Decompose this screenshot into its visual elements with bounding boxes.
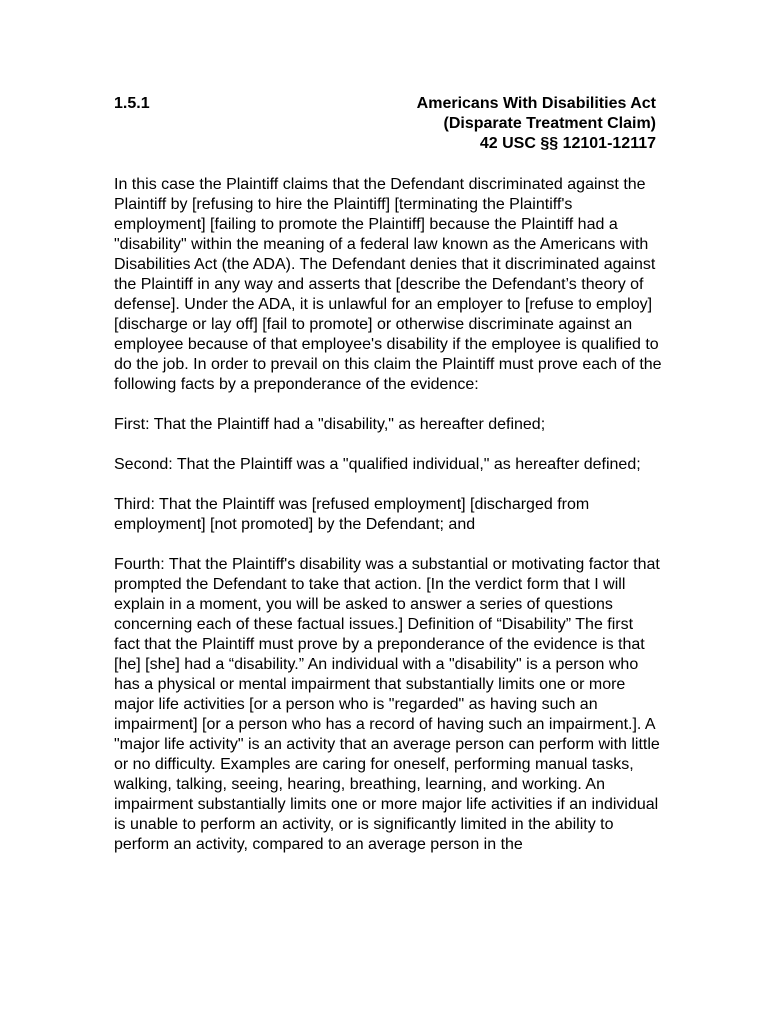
section-number: 1.5.1: [114, 95, 150, 112]
section-heading: [114, 94, 656, 154]
document-body: [114, 175, 662, 875]
element-fourth-paragraph: Fourth: That the Plaintiff's disability was a substantial or motivating factor that prompted the Defendant to take that action. [In the verdict form that I will explain in a moment, you will be asked to answer a series of questions concerning each of these factual issues.] Definition of “Disability” The first fact that the Plaintiff must prove by a preponderance of the evidence is that [he] [she] had a “disability.” An individual with a "disability" is a person who has a physical or mental impairment that substantially limits one or more major life activities [or a person who is "regarded" as having such an impairment] [or a person who has a record of having such an impairment.]. A "major life activity" is an activity that an average person can perform with little or no difficulty. Examples are caring for oneself, performing manual tasks, walking, talking, seeing, hearing, breathing, learning, and working. An impairment substantially limits one or more major life activities if an individual is unable to perform an activity, or is significantly limited in the ability to perform an activity, compared to an average person in the: [114, 556, 660, 853]
element-second-paragraph: Second: That the Plaintiff was a "qualified individual," as hereafter defined;: [114, 456, 641, 473]
title-line-act: Americans With Disabilities Act: [416, 95, 656, 112]
section-title: [114, 94, 656, 154]
title-line-statute: 42 USC §§ 12101-12117: [479, 135, 656, 152]
title-line-claim-type: (Disparate Treatment Claim): [443, 115, 656, 132]
element-first-paragraph: First: That the Plaintiff had a "disability," as hereafter defined;: [114, 416, 546, 433]
element-third-paragraph: Third: That the Plaintiff was [refused employment] [discharged from employment] [not promoted] by the Defendant; and: [114, 496, 590, 533]
intro-paragraph: In this case the Plaintiff claims that the Defendant discriminated against the Plaintiff by [refusing to hire the Plaintiff] [terminating the Plaintiff's employment] [failing to promote the Plaintiff] because the Plaintiff had a "disability" within the meaning of a federal law known as the Americans with Disabilities Act (the ADA). The Defendant denies that it discriminated against the Plaintiff in any way and asserts that [describe the Defendant’s theory of defense]. Under the ADA, it is unlawful for an employer to [refuse to employ] [discharge or lay off] [fail to promote] or otherwise discriminate against an employee because of that employee's disability if the employee is qualified to do the job. In order to prevail on this claim the Plaintiff must prove each of the following facts by a preponderance of the evidence:: [114, 176, 662, 393]
